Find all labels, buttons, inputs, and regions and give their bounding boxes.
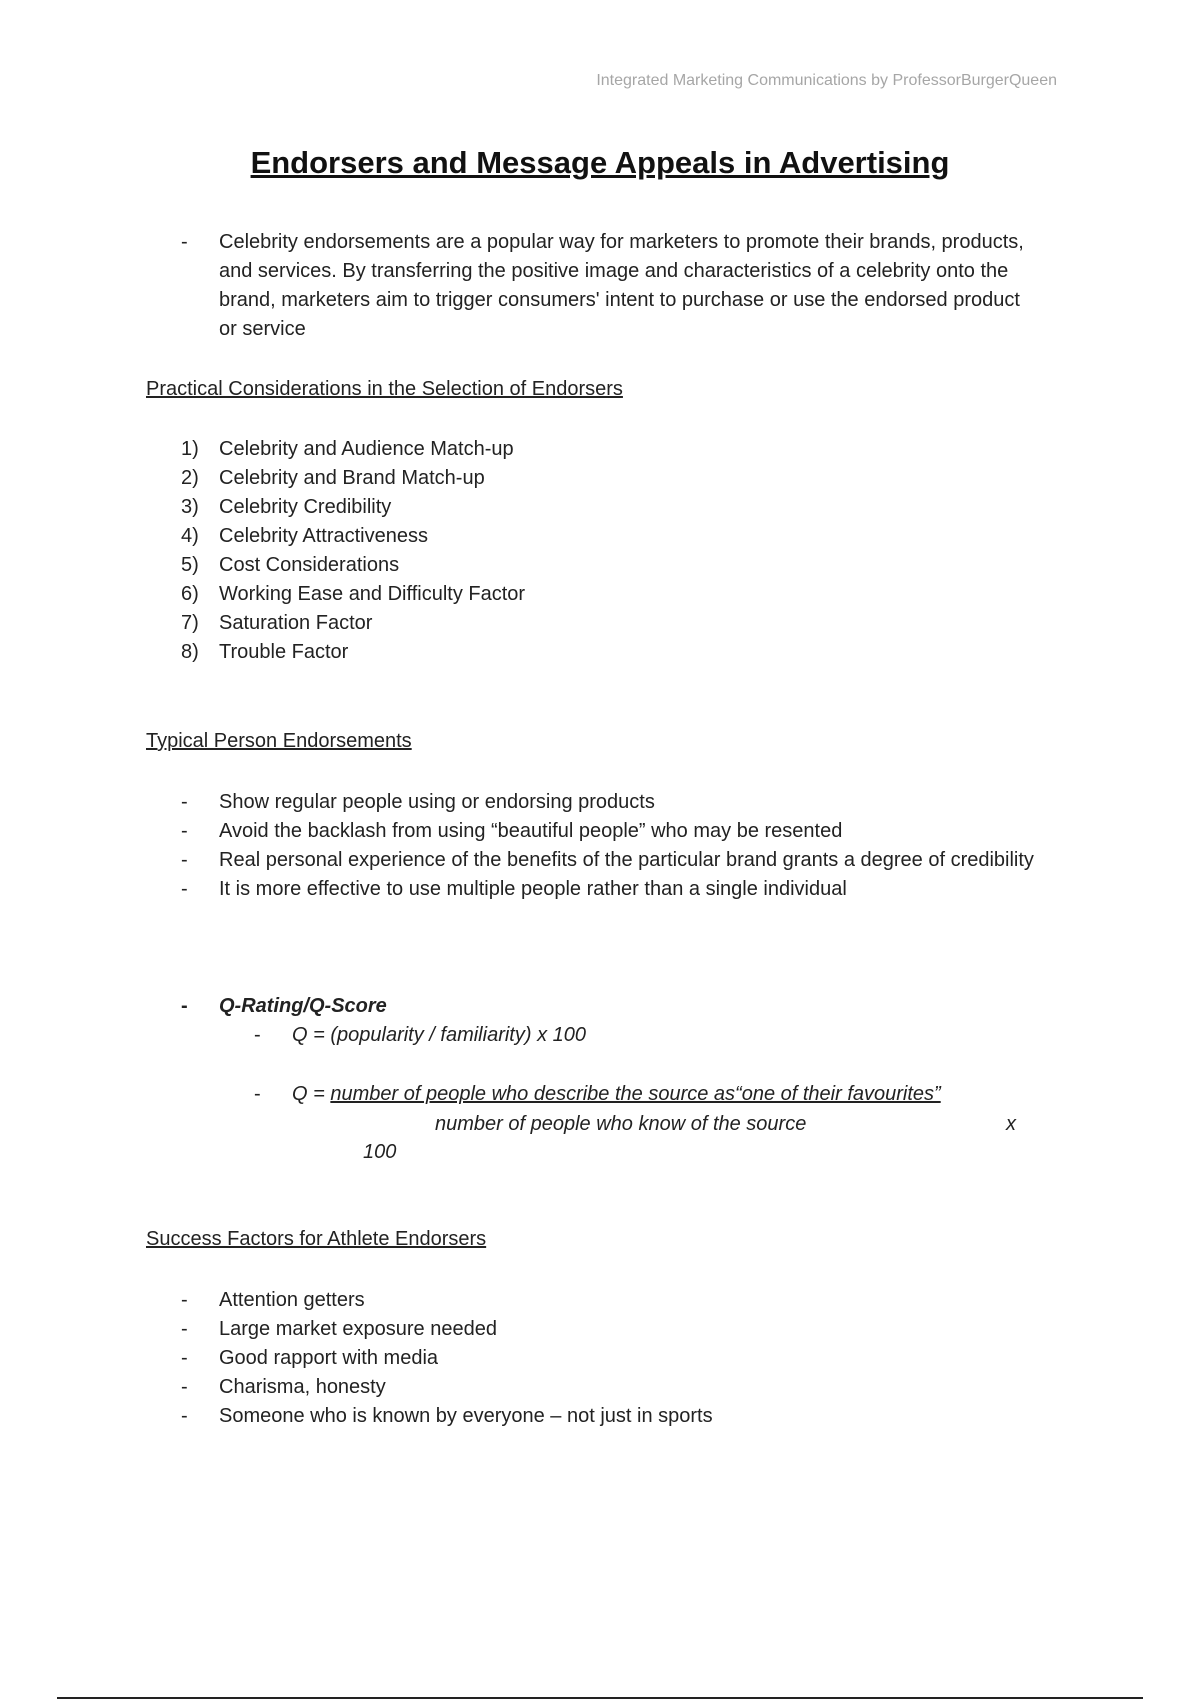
- q-rating-heading: Q-Rating/Q-Score: [219, 995, 387, 1017]
- item-text: Avoid the backlash from using “beautiful people” who may be resented: [219, 820, 843, 842]
- q-rating-block: [181, 992, 1081, 1021]
- page-bottom-rule: [57, 1697, 1143, 1699]
- intro-paragraph: [181, 228, 1041, 344]
- item-number: 1): [181, 438, 199, 460]
- item-number: 2): [181, 467, 199, 489]
- item-number: 4): [181, 525, 199, 547]
- item-text: Celebrity and Audience Match-up: [219, 438, 514, 460]
- item-number: 7): [181, 612, 199, 634]
- athlete-endorsers-list: [181, 1286, 1041, 1431]
- list-item: [181, 1373, 1041, 1402]
- list-item: [181, 580, 1041, 609]
- item-text: Real personal experience of the benefits of the particular brand grants a degree of credibility: [219, 849, 1034, 871]
- item-text: Working Ease and Difficulty Factor: [219, 583, 526, 605]
- bullet-dash: -: [181, 1289, 188, 1311]
- item-text: Show regular people using or endorsing products: [219, 791, 655, 813]
- item-text: Celebrity Credibility: [219, 496, 392, 518]
- item-text: Celebrity Attractiveness: [219, 525, 428, 547]
- formula-2-denominator: number of people who know of the source: [435, 1113, 807, 1135]
- item-text: Celebrity and Brand Match-up: [219, 467, 485, 489]
- list-item: [181, 1344, 1041, 1373]
- item-text: Cost Considerations: [219, 554, 400, 576]
- item-number: 6): [181, 583, 199, 605]
- list-item: [181, 788, 1041, 817]
- list-item: [181, 493, 1041, 522]
- list-item: [181, 846, 1041, 875]
- item-number: 5): [181, 554, 199, 576]
- bullet-dash: -: [181, 231, 188, 253]
- bullet-dash: -: [254, 1083, 261, 1105]
- item-text: Saturation Factor: [219, 612, 373, 634]
- list-item: [181, 464, 1041, 493]
- page-title: Endorsers and Message Appeals in Advertising: [250, 145, 950, 180]
- item-text: It is more effective to use multiple people rather than a single individual: [219, 878, 847, 900]
- formula-1-text: Q = (popularity / familiarity) x 100: [292, 1024, 586, 1046]
- list-item: [181, 875, 1041, 904]
- formula-2-times: x: [1006, 1113, 1016, 1135]
- bullet-dash: -: [181, 995, 188, 1017]
- bullet-dash: -: [181, 1318, 188, 1340]
- header-note: Integrated Marketing Communications by ProfessorBurgerQueen: [596, 72, 1057, 89]
- bullet-dash: -: [181, 1405, 188, 1427]
- bullet-dash: -: [181, 1347, 188, 1369]
- item-number: 3): [181, 496, 199, 518]
- list-item: [181, 1286, 1041, 1315]
- list-item: [181, 1402, 1041, 1431]
- bullet-dash: -: [181, 849, 188, 871]
- list-item: [181, 435, 1041, 464]
- list-item: [181, 609, 1041, 638]
- bullet-dash: -: [181, 791, 188, 813]
- list-item: [181, 817, 1041, 846]
- bullet-dash: -: [254, 1024, 261, 1046]
- heading-practical-considerations: Practical Considerations in the Selection of Endorsers: [146, 378, 623, 400]
- heading-athlete-endorsers: Success Factors for Athlete Endorsers: [146, 1228, 487, 1250]
- formula-2-numerator: number of people who describe the source as“one of their favourites”: [330, 1083, 941, 1105]
- bullet-dash: -: [181, 820, 188, 842]
- list-item: [181, 1315, 1041, 1344]
- item-number: 8): [181, 641, 199, 663]
- item-text: Trouble Factor: [219, 641, 349, 663]
- bullet-dash: -: [181, 878, 188, 900]
- formula-2-prefix: Q =: [292, 1083, 331, 1105]
- list-item: [181, 551, 1041, 580]
- formula-2-hundred: 100: [363, 1141, 397, 1163]
- intro-text: Celebrity endorsements are a popular way for marketers to promote their brands, products, and services. By transferring the positive image and characteristics of a celebrity onto the brand, marketers aim to trigger consumers' intent to purchase or use the endorsed product or service: [219, 231, 1024, 340]
- q-formula-1: [254, 1021, 586, 1050]
- item-text: Large market exposure needed: [219, 1318, 497, 1340]
- item-text: Someone who is known by everyone – not just in sports: [219, 1405, 713, 1427]
- item-text: Good rapport with media: [219, 1347, 439, 1369]
- list-item: [181, 522, 1041, 551]
- bullet-dash: -: [181, 1376, 188, 1398]
- item-text: Charisma, honesty: [219, 1376, 386, 1398]
- heading-typical-person: Typical Person Endorsements: [146, 730, 412, 752]
- list-item: [181, 638, 1041, 667]
- q-formula-2: [254, 1080, 941, 1109]
- item-text: Attention getters: [219, 1289, 365, 1311]
- typical-person-list: [181, 788, 1041, 904]
- practical-considerations-list: [181, 435, 1041, 667]
